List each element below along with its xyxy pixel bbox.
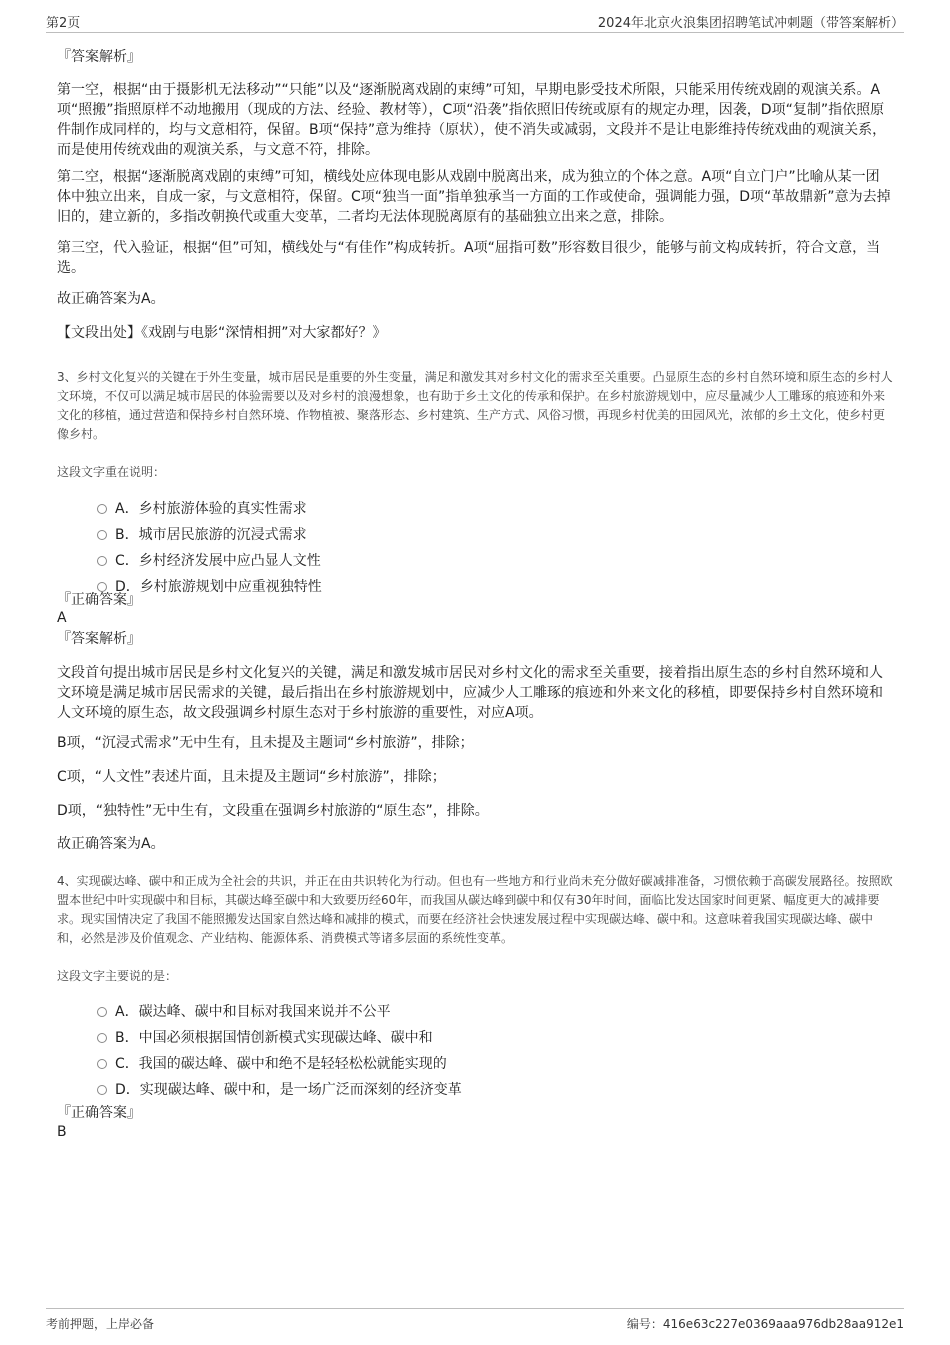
q3-analysis-para-1: 文段首句提出城市居民是乡村文化复兴的关键，满足和激发城市居民对乡村文化的需求至关重要，接着指出原生态的乡村自然环境和人文环境是满足城市居民需求的关键，最后指出在乡村旅游规划中，应减少人工雕琢的痕迹和外来文化的移植，即要保持乡村自然环境和人文环境的原生态，故文段强调乡村原生态对于乡村旅游的重要性，对应A项。 [57,665,883,721]
q3-analysis-para-2: B项，“沉浸式需求”无中生有，且未提及主题词“乡村旅游”，排除； [57,735,474,751]
q2-analysis-para-1: 第一空，根据“由于摄影机无法移动”“只能”以及“逐渐脱离戏剧的束缚”可知，早期电影受技术所限，只能采用传统戏剧的观演关系。A项“照搬”指照原样不动地搬用（现成的方法、经验、教材等），C项“沿袭”指依照旧传统或原有的规定办理，因袭，D项“复制”指依照原件制作成同样的，均与文意相符，保留。B项“保持”意为维持（原状），使不消失或减弱，文段并不是让电影维持传统戏曲的观演关系，而是使用传统戏曲的观演关系，与文意不符，排除。 [57,82,887,158]
q2-analysis-label: 『答案解析』 [57,49,141,65]
page-footer [46,1308,904,1339]
q4-option-c[interactable]: C．我国的碳达峰、碳中和绝不是轻轻松松就能实现的 [97,1051,462,1077]
document-title: 2024年北京火浪集团招聘笔试冲刺题（带答案解析） [597,16,904,31]
q4-answer-label: 『正确答案』 [57,1105,141,1121]
q2-source: 【文段出处】《戏剧与电影“深情相拥”对大家都好？》 [57,325,387,341]
q2-analysis-para-3: 第三空，代入验证，根据“但”可知，横线处与“有佳作”构成转折。A项“屈指可数”形容数目很少，能够与前文构成转折，符合文意，当选。 [57,240,881,276]
q3-stem: 3、乡村文化复兴的关键在于外生变量，城市居民是重要的外生变量，满足和激发其对乡村文化的需求至关重要。凸显原生态的乡村自然环境和原生态的乡村人文环境，不仅可以满足城市居民的体验需要以及对乡村的浪漫想象，也有助于乡土文化的传承和保护。在乡村旅游规划中，应尽量减少人工雕琢的痕迹和外来文化的移植，通过营造和保持乡村自然环境、作物植被、聚落形态、乡村建筑、生产方式、风俗习惯，再现乡村优美的田园风光，浓郁的乡土文化，使乡村更像乡村。 [57,370,893,441]
page-header [46,10,904,33]
radio-icon[interactable] [97,1085,107,1095]
q3-options [97,496,322,600]
radio-icon[interactable] [97,1059,107,1069]
q3-conclusion: 故正确答案为A。 [57,836,165,852]
q3-analysis-para-3: C项，“人文性”表述片面，且未提及主题词“乡村旅游”，排除； [57,769,446,785]
footer-slogan: 考前押题，上岸必备 [46,1317,155,1331]
radio-icon[interactable] [97,556,107,566]
q4-prompt: 这段文字主要说的是： [57,969,178,983]
radio-icon[interactable] [97,1007,107,1017]
q4-options [97,999,462,1103]
page-number: 第2页 [46,16,81,31]
q4-option-d[interactable]: D．实现碳达峰、碳中和，是一场广泛而深刻的经济变革 [97,1077,462,1103]
q4-option-b[interactable]: B．中国必须根据国情创新模式实现碳达峰、碳中和 [97,1025,462,1051]
q3-analysis-para-4: D项，“独特性”无中生有，文段重在强调乡村旅游的“原生态”，排除。 [57,803,489,819]
q3-option-d[interactable]: D．乡村旅游规划中应重视独特性 [97,574,322,600]
q2-conclusion: 故正确答案为A。 [57,291,165,307]
footer-serial: 编号：416e63c227e0369aaa976db28aa912e1 [626,1317,904,1331]
q3-option-c[interactable]: C．乡村经济发展中应凸显人文性 [97,548,322,574]
q4-option-a[interactable]: A．碳达峰、碳中和目标对我国来说并不公平 [97,999,462,1025]
q3-answer-label: 『正确答案』 [57,592,141,608]
radio-icon[interactable] [97,530,107,540]
q2-analysis-para-2: 第二空，根据“逐渐脱离戏剧的束缚”可知，横线处应体现电影从戏剧中脱离出来，成为独立的个体之意。A项“自立门户”比喻从某一团体中独立出来，自成一家，与文意相符，保留。C项“独当一面”指单独承当一方面的工作或使命，强调能力强，D项“革故鼎新”意为去掉旧的，建立新的，多指改朝换代或重大变革，二者均无法体现脱离原有的基础独立出来之意，排除。 [57,169,891,225]
radio-icon[interactable] [97,1033,107,1043]
q3-option-b[interactable]: B．城市居民旅游的沉浸式需求 [97,522,322,548]
q3-option-a[interactable]: A．乡村旅游体验的真实性需求 [97,496,322,522]
radio-icon[interactable] [97,504,107,514]
q3-analysis-label: 『答案解析』 [57,631,141,647]
q4-stem: 4、实现碳达峰、碳中和正成为全社会的共识，并正在由共识转化为行动。但也有一些地方和行业尚未充分做好碳减排准备，习惯依赖于高碳发展路径。按照欧盟本世纪中叶实现碳中和目标，其碳达峰至碳中和大致要历经60年，而我国从碳达峰到碳中和仅有30年时间，面临比发达国家时间更紧、幅度更大的减排要求。现实国情决定了我国不能照搬发达国家自然达峰和减排的模式，而要在经济社会快速发展过程中实现碳达峰、碳中和。这意味着我国实现碳达峰、碳中和，必然是涉及价值观念、产业结构、能源体系、消费模式等诸多层面的系统性变革。 [57,874,893,945]
q4-answer: B [57,1124,67,1140]
q3-prompt: 这段文字重在说明： [57,465,166,479]
q3-answer: A [57,610,67,626]
